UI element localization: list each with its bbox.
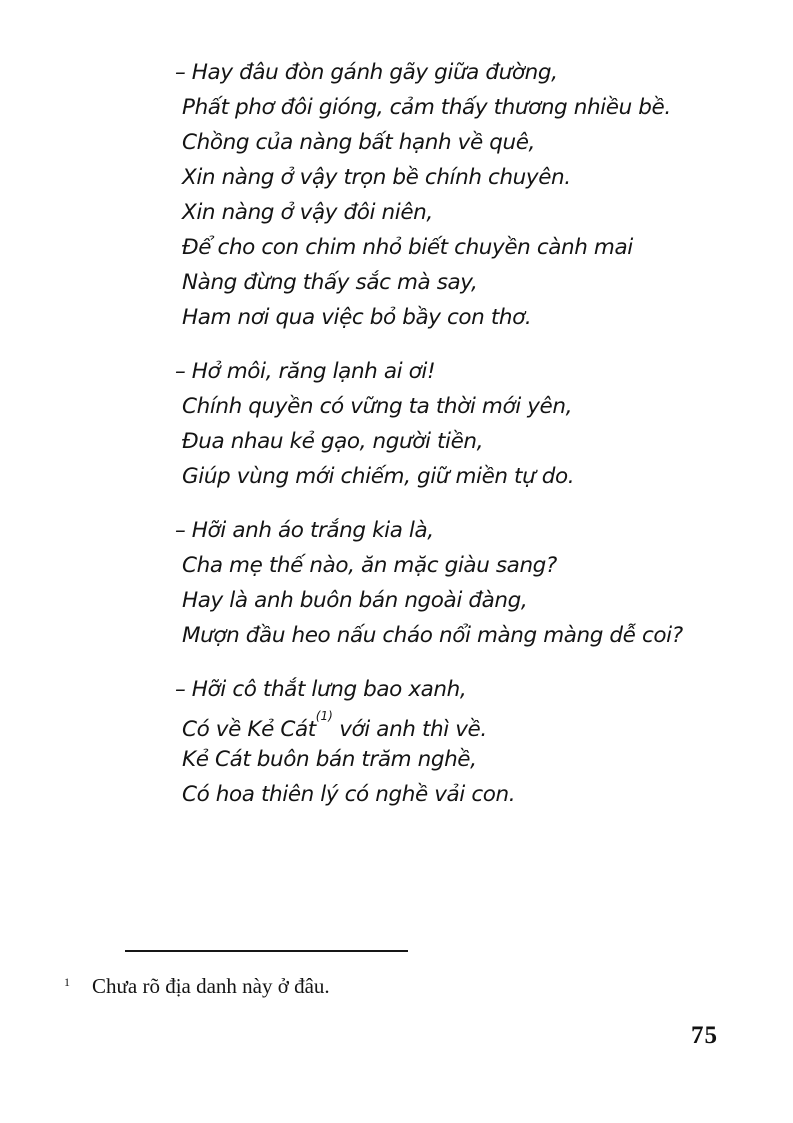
poem-line: Để cho con chim nhỏ biết chuyền cành mai (182, 235, 633, 260)
poem-line: Xin nàng ở vậy trọn bề chính chuyên. (182, 165, 571, 190)
poem-line: Cha mẹ thế nào, ăn mặc giàu sang? (182, 553, 557, 578)
stanza (175, 354, 683, 494)
poem-line: – Hay đâu đòn gánh gãy giữa đường, (175, 60, 558, 85)
poem-line: Ham nơi qua việc bỏ bầy con thơ. (182, 305, 532, 330)
poem-line: Kẻ Cát buôn bán trăm nghề, (182, 747, 477, 772)
stanza (175, 672, 683, 812)
poem-line: Phất phơ đôi gióng, cảm thấy thương nhiều bề. (182, 95, 671, 120)
footnote-text: Chưa rõ địa danh này ở đâu. (92, 974, 330, 998)
poem-line-text: với anh thì về. (339, 717, 487, 743)
poem-line-text: Có về Kẻ Cát (182, 717, 316, 743)
poem-line: Hay là anh buôn bán ngoài đàng, (182, 588, 528, 613)
footnote-reference: (1) (315, 709, 333, 723)
poem-line: Xin nàng ở vậy đôi niên, (182, 200, 433, 225)
poem-line: Mượn đầu heo nấu cháo nổi màng màng dễ coi? (182, 623, 683, 648)
poem-line: Có hoa thiên lý có nghề vải con. (182, 782, 516, 807)
footnote (64, 974, 330, 999)
poem-line: Giúp vùng mới chiếm, giữ miền tự do. (182, 464, 575, 489)
poem-line: – Hở môi, răng lạnh ai ơi! (175, 359, 436, 384)
stanza (175, 55, 683, 335)
poem-line: Nàng đừng thấy sắc mà say, (182, 270, 478, 295)
poem-line: – Hỡi anh áo trắng kia là, (175, 518, 434, 543)
poem-line (182, 707, 683, 742)
poem-line: Chính quyền có vững ta thời mới yên, (182, 394, 573, 419)
footnote-divider (125, 950, 408, 952)
poem-line: Chồng của nàng bất hạnh về quê, (182, 130, 535, 155)
page-number: 75 (691, 1022, 718, 1049)
footnote-marker: 1 (64, 975, 70, 989)
poem-line: Đua nhau kẻ gạo, người tiền, (182, 429, 484, 454)
poem (175, 55, 683, 831)
stanza (175, 513, 683, 653)
poem-line: – Hỡi cô thắt lưng bao xanh, (175, 677, 467, 702)
